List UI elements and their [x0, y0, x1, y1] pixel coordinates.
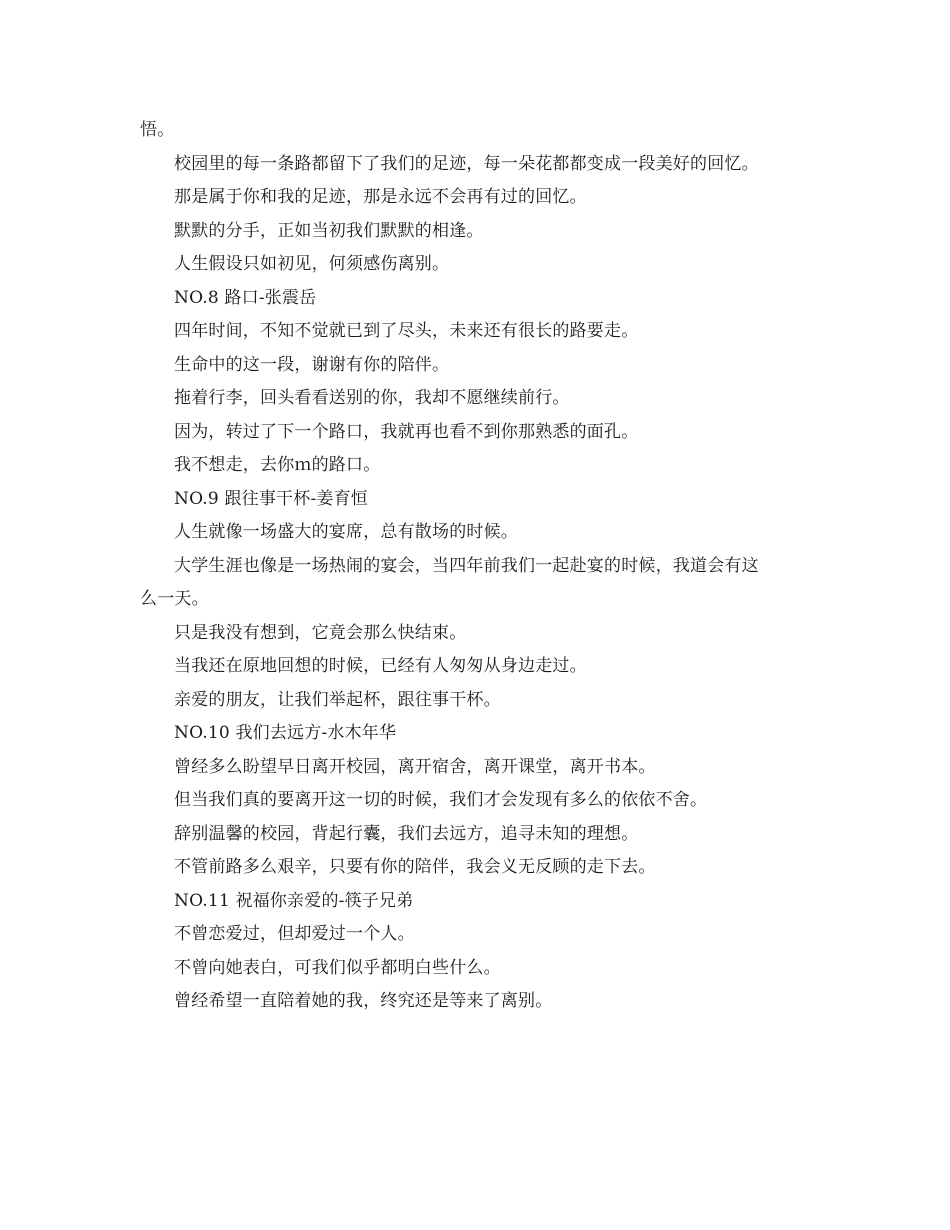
section-heading: NO.10 我们去远方-水木年华: [174, 723, 397, 743]
text-line: 不曾向她表白，可我们似乎都明白些什么。: [174, 957, 501, 978]
text-line: 生命中的这一段，谢谢有你的陪伴。: [174, 354, 450, 375]
text-line: 那是属于你和我的足迹，那是永远不会再有过的回忆。: [174, 187, 587, 207]
text-line: 不管前路多么艰辛，只要有你的陪伴，我会义无反顾的走下去。: [174, 857, 656, 877]
text-line-continuation: 么一天。: [140, 589, 209, 609]
text-line: 只是我没有想到，它竟会那么快结束。: [174, 622, 467, 643]
text-line: 当我还在原地回想的时候，已经有人匆匆从身边走过。: [174, 656, 587, 676]
text-line: 我不想走，去你ｍ的路口。: [174, 455, 381, 475]
text-line: 人生就像一场盛大的宴席，总有散场的时候。: [174, 522, 518, 542]
section-heading: NO.11 祝福你亲爱的-筷子兄弟: [174, 890, 414, 911]
document-body: [140, 114, 820, 1019]
text-line: 辞别温馨的校园，背起行囊，我们去远方，追寻未知的理想。: [174, 823, 639, 844]
text-line: 校园里的每一条路都留下了我们的足迹，每一朵花都都变成一段美好的回忆。: [174, 153, 759, 174]
text-line: 亲爱的朋友，让我们举起杯，跟往事干杯。: [174, 689, 501, 710]
text-line: 但当我们真的要离开这一切的时候，我们才会发现有多么的依依不舍。: [174, 790, 708, 810]
text-line: 拖着行李，回头看看送别的你，我却不愿继续前行。: [174, 388, 570, 408]
section-heading: NO.9 跟往事干杯-姜育恒: [174, 488, 368, 509]
text-line: 人生假设只如初见，何须感伤离别。: [174, 254, 450, 274]
text-line: 不曾恋爱过，但却爱过一个人。: [174, 924, 415, 944]
text-line: 因为，转过了下一个路口，我就再也看不到你那熟悉的面孔。: [174, 421, 639, 442]
text-line: 曾经多么盼望早日离开校园，离开宿舍，离开课堂，离开书本。: [174, 756, 656, 777]
text-line: 默默的分手，正如当初我们默默的相逢。: [174, 220, 484, 241]
text-line: 曾经希望一直陪着她的我，终究还是等来了离别。: [174, 991, 553, 1011]
text-line: 大学生涯也像是一场热闹的宴会，当四年前我们一起赴宴的时候，我道会有这: [174, 555, 759, 576]
text-line: 悟。: [140, 120, 175, 140]
text-line: 四年时间，不知不觉就已到了尽头，未来还有很长的路要走。: [174, 321, 639, 341]
section-heading: NO.8 路口-张震岳: [174, 287, 317, 308]
